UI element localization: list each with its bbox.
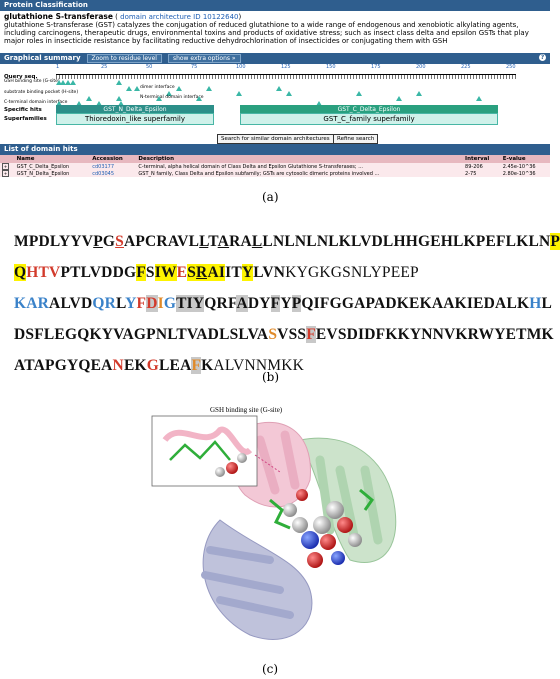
column-header: Name (15, 155, 91, 163)
caption-a: (a) (262, 190, 279, 204)
domain-c-bar[interactable]: GST_C_Delta_Epsilon (240, 105, 498, 114)
domain-n-bar[interactable]: GST_N_Delta_Epsilon (56, 105, 214, 114)
site-marker (116, 80, 122, 85)
similar-architectures-button[interactable]: Search for similar domain architectures (217, 134, 334, 144)
superfamily-n-bar[interactable]: Thioredoxin_like superfamily (56, 113, 214, 125)
column-header: E-value (501, 155, 550, 163)
expand-icon[interactable]: + (3, 164, 8, 169)
ruler-tick: 125 (281, 64, 291, 70)
site-marker (126, 86, 132, 91)
graphical-summary-title: Graphical summary (4, 54, 81, 62)
protein-classification-body: glutathione S-transferase ( domain architecture ID 10122640) glutathione S-transferase (GST) catalyzes the conjugation of reduced glutathione to a wide range of endogenous and xenobiotic alkylating agents, including carcinogens, therapeutic drugs, environmental toxins and products of oxidative stress; such as insect class delta and epsilon GSTs that play major roles in insecticide resistance by facilitating reductive dehydrochlorination of insecticides or conjugating them with GSH (4, 12, 529, 45)
ruler-tick: 1 (56, 64, 60, 70)
ruler-tick: 225 (461, 64, 471, 70)
domain-hits-header: List of domain hits (0, 144, 550, 155)
site-marker (236, 91, 242, 96)
ruler-tick: 200 (416, 64, 426, 70)
superfamilies-label: Superfamilies (4, 116, 47, 122)
superfamily-c-bar[interactable]: GST_C_family superfamily (240, 113, 498, 125)
table-row (0, 170, 550, 177)
ruler-tick: 100 (236, 64, 246, 70)
caption-b: (b) (262, 370, 280, 384)
protein-name: glutathione S-transferase (4, 12, 113, 21)
help-icon[interactable]: ? (540, 54, 545, 61)
zoom-residue-button[interactable]: Zoom to residue level (87, 54, 162, 63)
site-marker (286, 91, 292, 96)
table-cell: 89-206 (463, 163, 501, 170)
refine-search-button[interactable]: Refine search (333, 134, 378, 144)
ruler-tick: 25 (101, 64, 108, 70)
site-label: C-terminal domain interface (4, 100, 68, 105)
site-label: N-terminal domain interface (140, 95, 204, 100)
table-cell: C-terminal, alpha helical domain of Class Delta and Epsilon Glutathione S-transferases; ... (136, 163, 463, 170)
protein-classification-header: Protein Classification (0, 0, 550, 11)
table-row (0, 163, 550, 170)
site-marker (396, 96, 402, 101)
site-marker (70, 80, 76, 85)
table-cell[interactable]: cd03177 (90, 163, 136, 170)
ruler-tick: 250 (506, 64, 516, 70)
site-label: GSH binding site (G-site) (4, 79, 60, 84)
column-header: Description (136, 155, 463, 163)
extra-options-button[interactable]: show extra options » (168, 54, 241, 63)
site-marker (476, 96, 482, 101)
table-cell: 2.45e-10^36 (501, 163, 550, 170)
query-seq-label: Query seq. (4, 74, 38, 80)
table-cell[interactable]: cd03045 (90, 170, 136, 177)
column-header: Accession (90, 155, 136, 163)
table-cell: GST_N_Delta_Epsilon (15, 170, 91, 177)
site-marker (276, 86, 282, 91)
caption-c: (c) (262, 662, 279, 676)
ruler-tick: 175 (371, 64, 381, 70)
gst-3d-structure (150, 400, 410, 650)
column-header (0, 155, 15, 163)
site-marker (416, 91, 422, 96)
site-marker (206, 86, 212, 91)
protein-description: glutathione S-transferase (GST) catalyzes the conjugation of reduced glutathione to a wide range of endogenous and xenobiotic alkylating agents, including carcinogens, therapeutic drugs, environmental toxins and products of oxidative stress; such as insect class delta and epsilon GSTs that play major roles in insecticide resistance by facilitating reductive dehydrochlorination of insecticides or conjugating them with GSH (4, 21, 529, 45)
table-cell: GST_C_Delta_Epsilon (15, 163, 91, 170)
site-marker (196, 96, 202, 101)
protein-sequence: MPDLYYVPGSAPCRAVLLTARALLNLNLNLKLVDLHHGEHLKPEFLKLNP QHTVPTLVDDGFSIWESRAIITYLVNKYGKGSNLYPEEP KARALVDQRLYFDIGTIYQRFADYFYPQIFGGAPADKEKAAKIEDALKHL DSFLEGQKYVAGPNLTVADLSLVASVSSFEVSDIDFKKYNNVKRWYETMK ATAPGYQEANEKGLEAFKALVNNMKK (14, 233, 560, 374)
site-marker (134, 86, 140, 91)
site-label: substrate binding pocket (H-site) (4, 90, 79, 95)
site-marker (156, 96, 162, 101)
table-cell: 2-75 (463, 170, 501, 177)
expand-icon[interactable]: + (3, 171, 8, 176)
architecture-link[interactable]: domain architecture ID 10122640 (120, 13, 239, 21)
domain-hits-table (0, 155, 550, 177)
query-ruler (56, 66, 516, 75)
graphical-summary (0, 53, 550, 64)
table-cell: 2.80e-10^36 (501, 170, 550, 177)
site-marker (86, 96, 92, 101)
ruler-tick: 50 (146, 64, 153, 70)
table-cell: GST_N family, Class Delta and Epsilon subfamily; GSTs are cytosolic dimeric proteins involved ... (136, 170, 463, 177)
ruler-tick: 75 (191, 64, 198, 70)
cdd-panel (0, 0, 550, 182)
site-label: dimer interface (140, 85, 175, 90)
g-site-label: GSH binding site (G-site) (210, 406, 283, 414)
site-marker (356, 91, 362, 96)
column-header: Interval (463, 155, 501, 163)
ruler-tick: 150 (326, 64, 336, 70)
specific-hits-label: Specific hits (4, 107, 42, 113)
site-marker (176, 86, 182, 91)
domain-hits-section (0, 144, 550, 177)
